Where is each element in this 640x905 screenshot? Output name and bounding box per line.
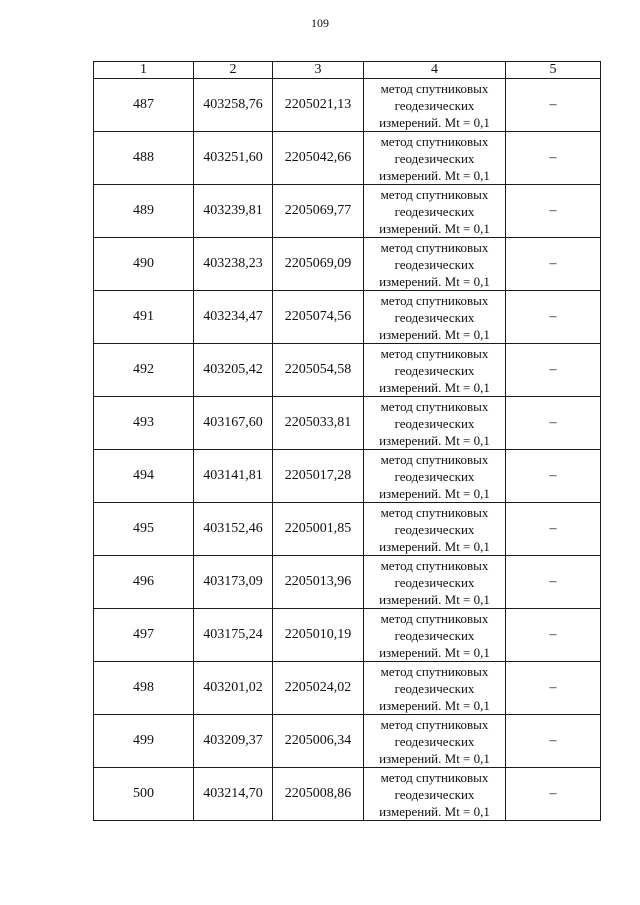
x-coordinate-cell: 403239,81 (194, 185, 273, 238)
note-cell: – (506, 397, 601, 450)
method-line: геодезических (394, 203, 475, 219)
table-row (94, 609, 601, 662)
x-coordinate-cell: 403209,37 (194, 715, 273, 768)
method-line: геодезических (394, 309, 475, 325)
method-line: геодезических (394, 786, 475, 802)
table-row (94, 185, 601, 238)
y-coordinate-cell: 2205069,09 (273, 238, 364, 291)
method-cell (364, 397, 506, 450)
method-line: метод спутниковых (380, 769, 489, 785)
note-cell: – (506, 132, 601, 185)
y-coordinate-cell: 2205033,81 (273, 397, 364, 450)
y-coordinate-cell: 2205054,58 (273, 344, 364, 397)
point-number-cell: 499 (94, 715, 194, 768)
method-line: метод спутниковых (380, 186, 489, 202)
note-cell: – (506, 662, 601, 715)
y-coordinate-cell: 2205024,02 (273, 662, 364, 715)
note-cell: – (506, 503, 601, 556)
method-cell (364, 79, 506, 132)
point-number-cell: 495 (94, 503, 194, 556)
page-number: 109 (311, 16, 329, 30)
header-col-3: 3 (273, 62, 364, 79)
method-cell (364, 768, 506, 821)
method-line: измерений. Mt = 0,1 (379, 220, 490, 236)
header-col-4: 4 (364, 62, 506, 79)
method-line: измерений. Mt = 0,1 (379, 114, 490, 130)
point-number-cell: 487 (94, 79, 194, 132)
method-line: измерений. Mt = 0,1 (379, 644, 490, 660)
method-cell (364, 662, 506, 715)
x-coordinate-cell: 403258,76 (194, 79, 273, 132)
note-cell: – (506, 609, 601, 662)
method-line: метод спутниковых (380, 292, 489, 308)
coordinates-table (93, 61, 601, 821)
method-line: измерений. Mt = 0,1 (379, 432, 490, 448)
point-number-cell: 488 (94, 132, 194, 185)
method-line: геодезических (394, 415, 475, 431)
table-row (94, 662, 601, 715)
point-number-cell: 493 (94, 397, 194, 450)
method-line: геодезических (394, 468, 475, 484)
x-coordinate-cell: 403141,81 (194, 450, 273, 503)
method-line: геодезических (394, 733, 475, 749)
method-line: метод спутниковых (380, 133, 489, 149)
x-coordinate-cell: 403167,60 (194, 397, 273, 450)
point-number-cell: 489 (94, 185, 194, 238)
method-line: измерений. Mt = 0,1 (379, 273, 490, 289)
method-line: измерений. Mt = 0,1 (379, 167, 490, 183)
y-coordinate-cell: 2205006,34 (273, 715, 364, 768)
header-row (94, 62, 601, 79)
y-coordinate-cell: 2205010,19 (273, 609, 364, 662)
y-coordinate-cell: 2205021,13 (273, 79, 364, 132)
y-coordinate-cell: 2205001,85 (273, 503, 364, 556)
method-cell (364, 132, 506, 185)
x-coordinate-cell: 403238,23 (194, 238, 273, 291)
point-number-cell: 500 (94, 768, 194, 821)
method-line: измерений. Mt = 0,1 (379, 326, 490, 342)
table-row (94, 238, 601, 291)
method-line: метод спутниковых (380, 557, 489, 573)
method-line: измерений. Mt = 0,1 (379, 697, 490, 713)
method-cell (364, 291, 506, 344)
method-line: метод спутниковых (380, 610, 489, 626)
method-line: измерений. Mt = 0,1 (379, 379, 490, 395)
method-line: метод спутниковых (380, 716, 489, 732)
table-row (94, 344, 601, 397)
table-body (94, 79, 601, 821)
method-line: геодезических (394, 627, 475, 643)
method-line: метод спутниковых (380, 504, 489, 520)
table-row (94, 397, 601, 450)
x-coordinate-cell: 403234,47 (194, 291, 273, 344)
header-col-1: 1 (94, 62, 194, 79)
method-cell (364, 185, 506, 238)
y-coordinate-cell: 2205074,56 (273, 291, 364, 344)
method-cell (364, 450, 506, 503)
table-row (94, 132, 601, 185)
method-line: метод спутниковых (380, 239, 489, 255)
method-cell (364, 503, 506, 556)
table-row (94, 79, 601, 132)
method-line: метод спутниковых (380, 345, 489, 361)
y-coordinate-cell: 2205042,66 (273, 132, 364, 185)
table-row (94, 768, 601, 821)
x-coordinate-cell: 403201,02 (194, 662, 273, 715)
x-coordinate-cell: 403251,60 (194, 132, 273, 185)
method-cell (364, 238, 506, 291)
note-cell: – (506, 768, 601, 821)
method-line: геодезических (394, 256, 475, 272)
note-cell: – (506, 79, 601, 132)
note-cell: – (506, 291, 601, 344)
y-coordinate-cell: 2205008,86 (273, 768, 364, 821)
note-cell: – (506, 715, 601, 768)
y-coordinate-cell: 2205013,96 (273, 556, 364, 609)
method-line: измерений. Mt = 0,1 (379, 750, 490, 766)
method-line: метод спутниковых (380, 80, 489, 96)
method-line: измерений. Mt = 0,1 (379, 485, 490, 501)
table-row (94, 503, 601, 556)
method-line: геодезических (394, 574, 475, 590)
method-line: измерений. Mt = 0,1 (379, 803, 490, 819)
header-col-2: 2 (194, 62, 273, 79)
y-coordinate-cell: 2205069,77 (273, 185, 364, 238)
method-line: измерений. Mt = 0,1 (379, 538, 490, 554)
point-number-cell: 491 (94, 291, 194, 344)
note-cell: – (506, 450, 601, 503)
point-number-cell: 492 (94, 344, 194, 397)
point-number-cell: 496 (94, 556, 194, 609)
method-line: геодезических (394, 97, 475, 113)
y-coordinate-cell: 2205017,28 (273, 450, 364, 503)
point-number-cell: 498 (94, 662, 194, 715)
note-cell: – (506, 238, 601, 291)
method-line: метод спутниковых (380, 663, 489, 679)
method-line: геодезических (394, 150, 475, 166)
method-line: метод спутниковых (380, 398, 489, 414)
note-cell: – (506, 556, 601, 609)
table-row (94, 715, 601, 768)
table-row (94, 450, 601, 503)
point-number-cell: 494 (94, 450, 194, 503)
table-row (94, 291, 601, 344)
method-line: метод спутниковых (380, 451, 489, 467)
method-cell (364, 556, 506, 609)
header-col-5: 5 (506, 62, 601, 79)
point-number-cell: 490 (94, 238, 194, 291)
method-line: геодезических (394, 680, 475, 696)
method-line: геодезических (394, 521, 475, 537)
method-cell (364, 609, 506, 662)
note-cell: – (506, 185, 601, 238)
note-cell: – (506, 344, 601, 397)
method-cell (364, 344, 506, 397)
method-cell (364, 715, 506, 768)
x-coordinate-cell: 403205,42 (194, 344, 273, 397)
x-coordinate-cell: 403214,70 (194, 768, 273, 821)
method-line: измерений. Mt = 0,1 (379, 591, 490, 607)
point-number-cell: 497 (94, 609, 194, 662)
method-line: геодезических (394, 362, 475, 378)
table-row (94, 556, 601, 609)
x-coordinate-cell: 403152,46 (194, 503, 273, 556)
x-coordinate-cell: 403173,09 (194, 556, 273, 609)
table-header (94, 62, 601, 79)
x-coordinate-cell: 403175,24 (194, 609, 273, 662)
